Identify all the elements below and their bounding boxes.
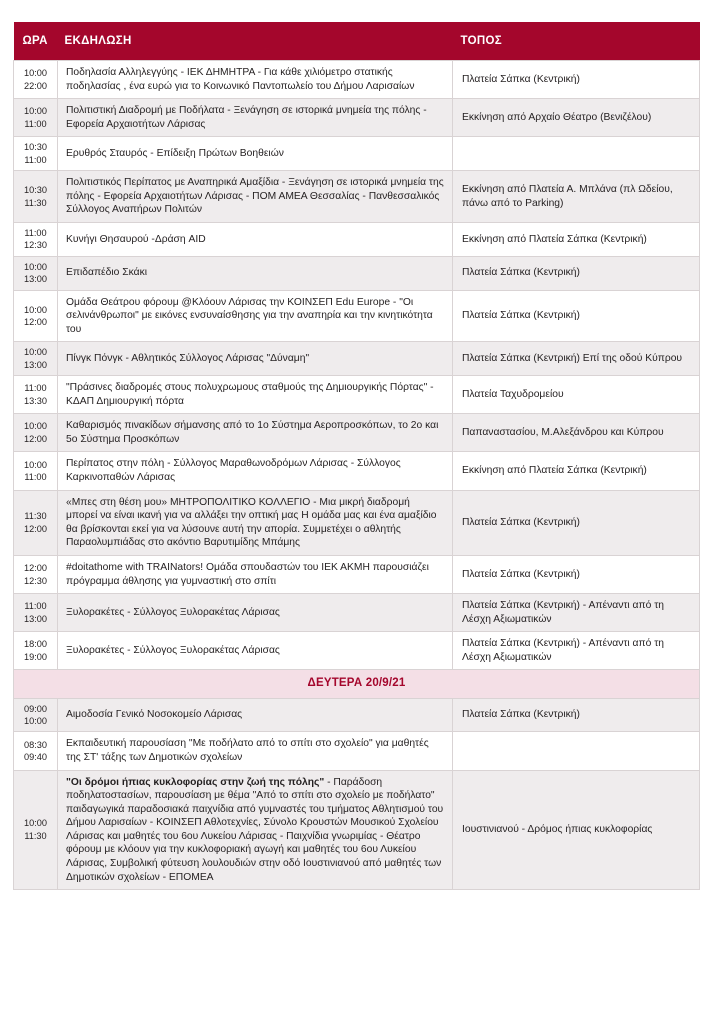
cell-event: "Πράσινες διαδρομές στους πολυχρωμους σταθμούς της Δημιουργικής Πόρτας" - ΚΔΑΠ Δημιουργική πόρτα (58, 376, 453, 414)
cell-place: Εκκίνηση από Πλατεία Σάπκα (Κεντρική) (453, 452, 700, 490)
cell-place: Ιουστινιανού - Δρόμος ήπιας κυκλοφορίας (453, 770, 700, 890)
table-row (14, 632, 700, 670)
table-body (14, 61, 700, 890)
table-row (14, 555, 700, 593)
cell-time: 10:00 12:00 (14, 290, 58, 342)
table-row (14, 256, 700, 290)
cell-event-rich (58, 770, 453, 890)
table-row (14, 698, 700, 732)
cell-place: Πλατεία Ταχυδρομείου (453, 376, 700, 414)
table-row (14, 137, 700, 171)
day-separator-label: ΔΕΥΤΕΡΑ 20/9/21 (14, 670, 700, 698)
cell-event: Καθαρισμός πινακίδων σήμανσης από το 1ο Σύστημα Αεροπροσκόπων, το 2ο και 5ο Σύστημα Προσκόπων (58, 414, 453, 452)
table-row (14, 222, 700, 256)
table-row (14, 99, 700, 137)
table-row (14, 490, 700, 555)
cell-place: Πλατεία Σάπκα (Κεντρική) Επί της οδού Κύπρου (453, 342, 700, 376)
cell-event: «Μπες στη θέση μου» ΜΗΤΡΟΠΟΛΙΤΙΚΟ ΚΟΛΛΕΓΙΟ - Μια μικρή διαδρομή μπορεί να είναι ικανή για να αλλάξει την οπτική μας Η ομάδα μας και ένα αμαξίδιο θα βρίσκονται εκεί για να λύσουνε αυτή την απορία. Συμμετέχει ο αθλητής Παραολυμπιάδας στο ακόντιο Βαρυτιμίδης Μπάμης (58, 490, 453, 555)
cell-place: Εκκίνηση από Πλατεία Α. Μπλάνα (πλ Ωδείου, πάνω από το Parking) (453, 171, 700, 223)
cell-event: Εκπαιδευτική παρουσίαση "Με ποδήλατο από το σπίτι στο σχολείο" για μαθητές της ΣΤ' τάξης των Δημοτικών σχολείων (58, 732, 453, 770)
cell-time: 08:30 09:40 (14, 732, 58, 770)
table-row (14, 171, 700, 223)
cell-event: Περίπατος στην πόλη - Σύλλογος Μαραθωνοδρόμων Λάρισας - Σύλλογος Καρκινοπαθών Λάρισας (58, 452, 453, 490)
cell-time: 11:30 12:00 (14, 490, 58, 555)
cell-place: Πλατεία Σάπκα (Κεντρική) (453, 555, 700, 593)
cell-time: 10:00 22:00 (14, 61, 58, 99)
cell-event: #doitathome with TRAINators! Ομάδα σπουδαστών του ΙΕΚ ΑΚΜΗ παρουσιάζει πρόγραμμα άθλησης για γυμναστική στο σπίτι (58, 555, 453, 593)
cell-event-title: "Οι δρόμοι ήπιας κυκλοφορίας στην ζωή της πόλης" (66, 776, 325, 788)
cell-time: 18:00 19:00 (14, 632, 58, 670)
table-row (14, 594, 700, 632)
cell-place: Πλατεία Σάπκα (Κεντρική) (453, 290, 700, 342)
cell-event: Αιμοδοσία Γενικό Νοσοκομείο Λάρισας (58, 698, 453, 732)
cell-place: Εκκίνηση από Πλατεία Σάπκα (Κεντρική) (453, 222, 700, 256)
table-row (14, 414, 700, 452)
cell-place: Παπαναστασίου, Μ.Αλεξάνδρου και Κύπρου (453, 414, 700, 452)
table-header (14, 22, 700, 61)
header-row (14, 22, 700, 61)
cell-event: Πολιτιστική Διαδρομή με Ποδήλατα - Ξενάγηση σε ιστορικά μνημεία της πόλης - Εφορεία Αρχαιοτήτων Λάρισας (58, 99, 453, 137)
cell-event: Ποδηλασία Αλληλεγγύης - ΙΕΚ ΔΗΜΗΤΡΑ - Για κάθε χιλιόμετρο στατικής ποδηλασίας , ένα ευρώ για το Κοινωνικό Παντοπωλείο του Δήμου Λαρισαίων (58, 61, 453, 99)
cell-time: 11:00 13:00 (14, 594, 58, 632)
column-header-event: ΕΚΔΗΛΩΣΗ (58, 22, 453, 61)
cell-event: Ξυλορακέτες - Σύλλογος Ξυλορακέτας Λάρισας (58, 632, 453, 670)
cell-event: Ομάδα Θεάτρου φόρουμ @Κλόουν Λάρισας την ΚΟΙΝΣΕΠ Edu Europe - "Οι σελινάνθρωποι" με εικόνες ενσυναίσθησης για την αναπηρία και την κινητικότητα του (58, 290, 453, 342)
table-row (14, 376, 700, 414)
cell-place: Πλατεία Σάπκα (Κεντρική) (453, 698, 700, 732)
table-row (14, 61, 700, 99)
cell-event-body: - Παράδοση ποδηλατοστασίων, παρουσίαση με θέμα "Από το σπίτι στο σχολείο με ποδήλατο" παιδαγωγικά παραδοσιακά παιχνίδια από γυμναστές του τμήματος Αθλητισμού του Δήμου Λαρισαίων - ΚΟΙΝΣΕΠ Αθλοτεχνίες, Σύνολο Κρουστών Μουσικού Σχολείου Λάρισας και μαθητές του 6ου Λυκείου Λάρισας - Παιχνίδια γνωριμίας - Θέατρο φόρουμ με κλόουν για την κυκλοφοριακή αγωγή και μαθητές του 6ου Λυκείου Λάρισας, Συμβολική φύτευση λουλουδιών στην οδό Ιουστινιανού από μαθητές των Δημοτικών σχολείων - ΕΠΟΜΕΑ (66, 776, 444, 883)
column-header-place: ΤΟΠΟΣ (453, 22, 700, 61)
cell-place: Πλατεία Σάπκα (Κεντρική) (453, 490, 700, 555)
column-header-time: ΩΡΑ (14, 22, 58, 61)
cell-place: Εκκίνηση από Αρχαίο Θέατρο (Βενιζέλου) (453, 99, 700, 137)
cell-time: 12:00 12:30 (14, 555, 58, 593)
cell-place: Πλατεία Σάπκα (Κεντρική) - Απέναντι από τη Λέσχη Αξιωματικών (453, 632, 700, 670)
cell-event: Ερυθρός Σταυρός - Επίδειξη Πρώτων Βοηθειών (58, 137, 453, 171)
cell-time: 10:00 13:00 (14, 256, 58, 290)
cell-time: 10:00 11:00 (14, 452, 58, 490)
schedule-table (13, 22, 700, 890)
cell-time: 10:00 11:00 (14, 99, 58, 137)
cell-time: 10:00 13:00 (14, 342, 58, 376)
cell-time: 10:00 12:00 (14, 414, 58, 452)
cell-event: Ξυλορακέτες - Σύλλογος Ξυλορακέτας Λάρισας (58, 594, 453, 632)
cell-time: 10:00 11:30 (14, 770, 58, 890)
cell-time: 11:00 13:30 (14, 376, 58, 414)
day-separator-row (14, 670, 700, 698)
table-row (14, 770, 700, 890)
cell-event: Πίνγκ Πόνγκ - Αθλητικός Σύλλογος Λάρισας "Δύναμη" (58, 342, 453, 376)
cell-event: Πολιτιστικός Περίπατος με Αναπηρικά Αμαξίδια - Ξενάγηση σε ιστορικά μνημεία της πόλης - Εφορεία Αρχαιοτήτων Λάρισας - ΠΟΜ ΑΜΕΑ Θεσσαλίας - Πανθεσσαλικός Σύλλογος Αναπήρων Πολιτών (58, 171, 453, 223)
cell-time: 09:00 10:00 (14, 698, 58, 732)
cell-time: 10:30 11:30 (14, 171, 58, 223)
table-row (14, 732, 700, 770)
cell-time: 11:00 12:30 (14, 222, 58, 256)
cell-event: Κυνήγι Θησαυρού -Δράση AID (58, 222, 453, 256)
table-row (14, 342, 700, 376)
cell-place: Πλατεία Σάπκα (Κεντρική) (453, 256, 700, 290)
cell-place: Πλατεία Σάπκα (Κεντρική) (453, 61, 700, 99)
cell-event: Επιδαπέδιο Σκάκι (58, 256, 453, 290)
cell-place: Πλατεία Σάπκα (Κεντρική) - Απέναντι από τη Λέσχη Αξιωματικών (453, 594, 700, 632)
cell-place (453, 137, 700, 171)
cell-place (453, 732, 700, 770)
table-row (14, 290, 700, 342)
cell-time: 10:30 11:00 (14, 137, 58, 171)
table-row (14, 452, 700, 490)
